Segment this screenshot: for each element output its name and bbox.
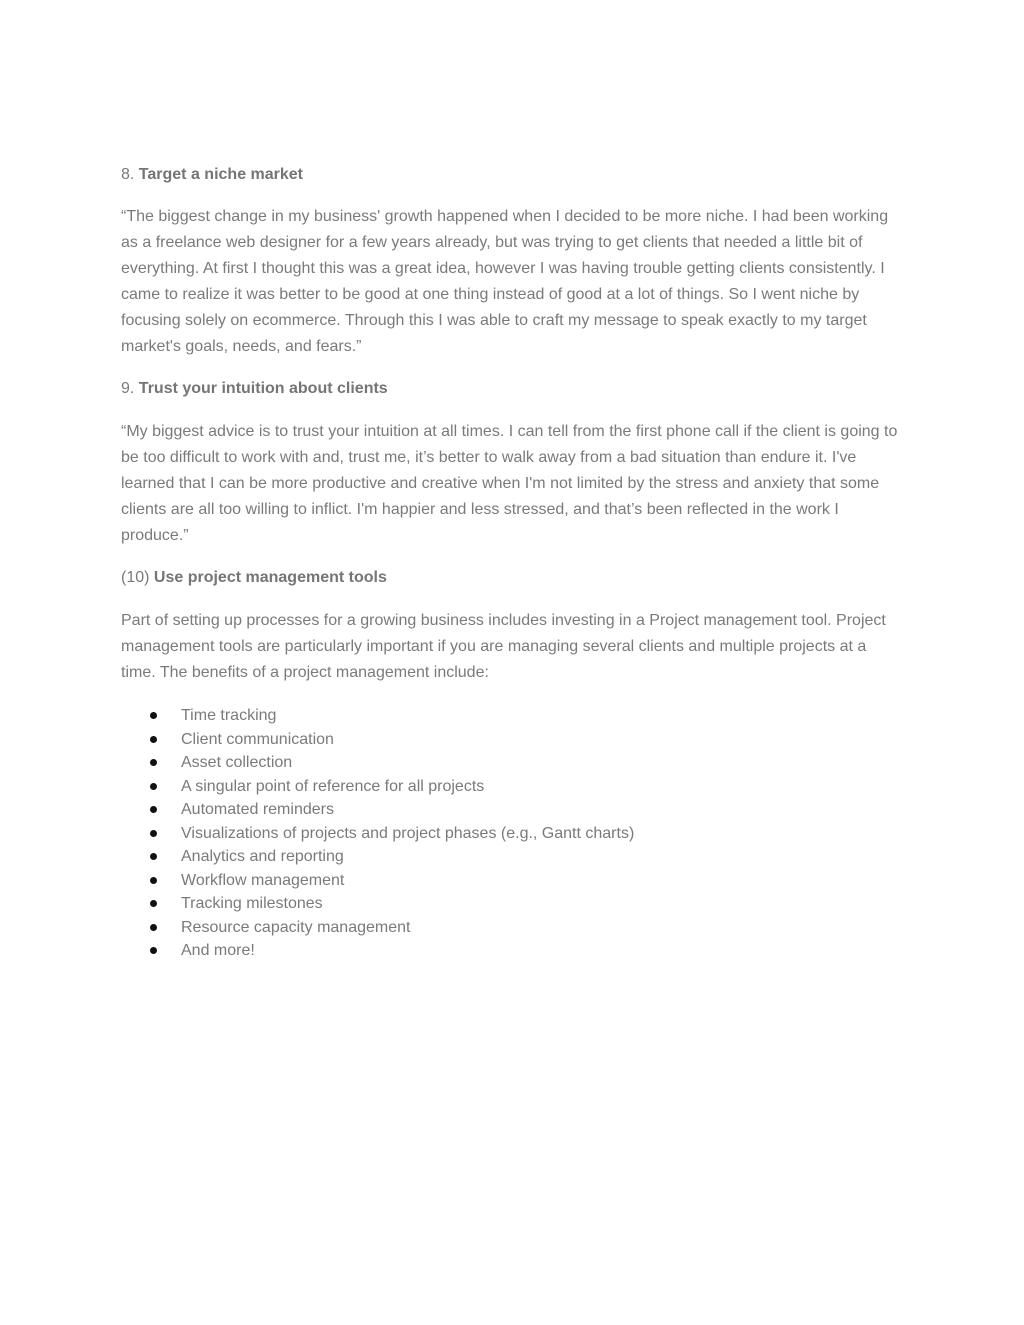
list-item <box>121 939 901 963</box>
list-item-text: Automated reminders <box>181 801 334 818</box>
list-item <box>121 798 901 822</box>
document-page <box>121 163 901 963</box>
bullet-icon <box>150 736 157 743</box>
section-heading-9 <box>121 377 901 401</box>
section-number: 8. <box>121 166 135 183</box>
section-heading-10 <box>121 566 901 590</box>
bullet-icon <box>150 924 157 931</box>
section-body-9: “My biggest advice is to trust your intuition at all times. I can tell from the first phone call if the client is going to be too difficult to work with and, trust me, it’s better to walk away from a bad situation than endure it. I've learned that I can be more productive and creative when I'm not limited by the stress and anxiety that some clients are all too willing to inflict. I'm happier and less stressed, and that’s been reflected in the work I produce.” <box>121 423 898 544</box>
list-item-text: Analytics and reporting <box>181 848 344 865</box>
section-number: 9. <box>121 380 135 397</box>
bullet-icon <box>150 830 157 837</box>
list-item <box>121 728 901 752</box>
section-title: Use project management tools <box>153 569 387 586</box>
list-item-text: Client communication <box>181 730 334 748</box>
list-item-text: Workflow management <box>181 871 345 889</box>
bullet-icon <box>150 806 157 813</box>
list-item <box>121 892 901 916</box>
section-title: Target a niche market <box>138 166 304 183</box>
list-item <box>121 751 901 775</box>
bullet-icon <box>150 900 157 907</box>
list-item-text: Resource capacity management <box>181 918 411 936</box>
list-item-text: Tracking milestones <box>181 895 323 912</box>
bullet-icon <box>150 877 157 884</box>
list-item-text: Asset collection <box>181 754 293 771</box>
list-item <box>121 845 901 869</box>
list-item-text: Visualizations of projects and project phases (e.g., Gantt charts) <box>181 824 635 842</box>
section-body-10: Part of setting up processes for a growing business includes investing in a Project management tool. Project management tools are particularly important if you are managing several clients and multiple projects at a time. The benefits of a project management include: <box>121 612 886 681</box>
bullet-icon <box>150 853 157 860</box>
section-heading-8 <box>121 163 901 187</box>
list-item-text: Time tracking <box>181 707 277 724</box>
list-item-text: A singular point of reference for all projects <box>181 777 485 795</box>
section-title: Trust your intuition about clients <box>138 380 388 397</box>
list-item <box>121 916 901 940</box>
section-number: (10) <box>121 569 150 586</box>
list-item <box>121 822 901 846</box>
list-item <box>121 775 901 799</box>
benefits-list <box>121 704 901 963</box>
bullet-icon <box>150 783 157 790</box>
list-item <box>121 704 901 728</box>
list-item <box>121 869 901 893</box>
bullet-icon <box>150 712 157 719</box>
section-body-8: “The biggest change in my business' growth happened when I decided to be more niche. I had been working as a freelance web designer for a few years already, but was trying to get clients that needed a little bit of everything. At first I thought this was a great idea, however I was having trouble getting clients consistently. I came to realize it was better to be good at one thing instead of good at a lot of things. So I went niche by focusing solely on ecommerce. Through this I was able to craft my message to speak exactly to my target market's goals, needs, and fears.” <box>121 208 889 355</box>
bullet-icon <box>150 947 157 954</box>
bullet-icon <box>150 759 157 766</box>
list-item-text: And more! <box>181 942 255 959</box>
